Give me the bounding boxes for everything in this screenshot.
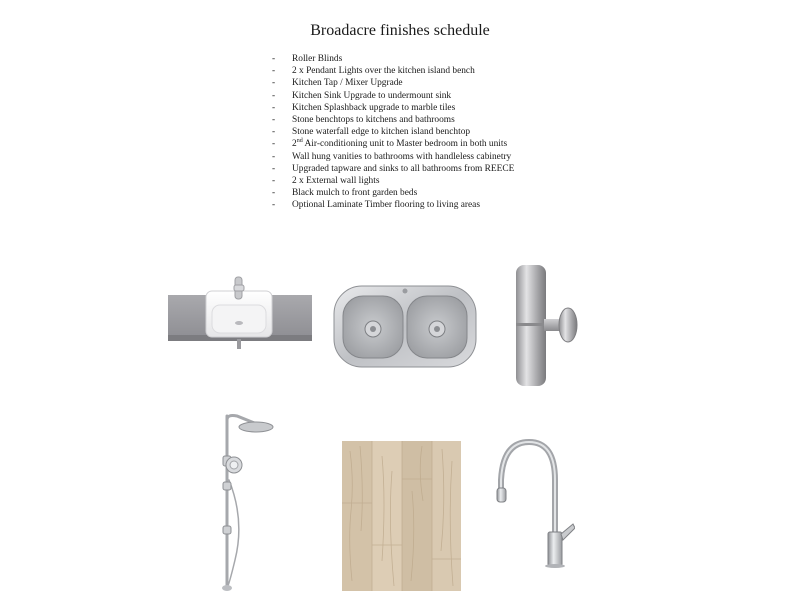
list-item-text: Black mulch to front garden beds — [292, 188, 418, 199]
list-item-text: Kitchen Tap / Mixer Upgrade — [292, 78, 403, 89]
bullet-dash: - — [272, 127, 276, 138]
list-item — [272, 90, 514, 102]
semi-recessed-basin-icon — [168, 275, 312, 353]
list-item-text: Roller Blinds — [292, 54, 343, 64]
list-item-text: Wall hung vanities to bathrooms with handleless cabinetry — [292, 151, 512, 162]
finishes-list — [272, 53, 514, 212]
list-item — [272, 163, 514, 175]
bullet-dash: - — [272, 176, 276, 187]
list-item — [272, 126, 514, 138]
list-item-remainder: Air-conditioning unit to Master bedroom in both units — [302, 139, 508, 150]
bullet-dash: - — [272, 66, 276, 77]
bullet-dash: - — [272, 102, 276, 113]
list-item-text: Stone benchtops to kitchens and bathrooms — [292, 115, 455, 126]
kitchen-mixer-tap-icon — [495, 436, 575, 568]
bullet-dash: - — [272, 115, 276, 126]
page-title: Broadacre finishes schedule — [310, 22, 490, 39]
double-bowl-sink-icon — [333, 285, 477, 368]
laminate-timber-sample-icon — [342, 441, 461, 591]
shower-rail-icon — [205, 410, 279, 594]
external-wall-light-icon — [510, 263, 580, 388]
list-item-text: Stone waterfall edge to kitchen island benchtop — [292, 127, 471, 138]
list-item-text — [292, 139, 507, 149]
list-item — [272, 199, 514, 211]
list-item — [272, 77, 514, 89]
list-item-text: Kitchen Splashback upgrade to marble tiles — [292, 102, 456, 113]
bullet-dash: - — [272, 151, 276, 162]
list-item — [272, 187, 514, 199]
bullet-dash: - — [272, 188, 276, 199]
bullet-dash: - — [272, 78, 276, 89]
list-item-text: Kitchen Sink Upgrade to undermount sink — [292, 90, 452, 101]
list-item — [272, 151, 514, 163]
list-item-text: Optional Laminate Timber flooring to living areas — [292, 200, 480, 211]
list-item — [272, 138, 514, 150]
list-item-text: 2 x Pendant Lights over the kitchen island bench — [292, 66, 475, 77]
bullet-dash: - — [272, 200, 276, 211]
list-item — [272, 102, 514, 114]
list-item — [272, 175, 514, 187]
list-item — [272, 53, 514, 65]
bullet-dash: - — [272, 54, 276, 64]
bullet-dash: - — [272, 90, 276, 101]
ordinal-suffix: nd — [296, 138, 303, 145]
ordinal-number: 2 — [292, 139, 297, 150]
bullet-dash: - — [272, 163, 276, 174]
list-item — [272, 114, 514, 126]
list-item — [272, 65, 514, 77]
list-item-text: 2 x External wall lights — [292, 176, 380, 187]
bullet-dash: - — [272, 139, 276, 150]
list-item-text: Upgraded tapware and sinks to all bathrooms from REECE — [292, 163, 515, 174]
